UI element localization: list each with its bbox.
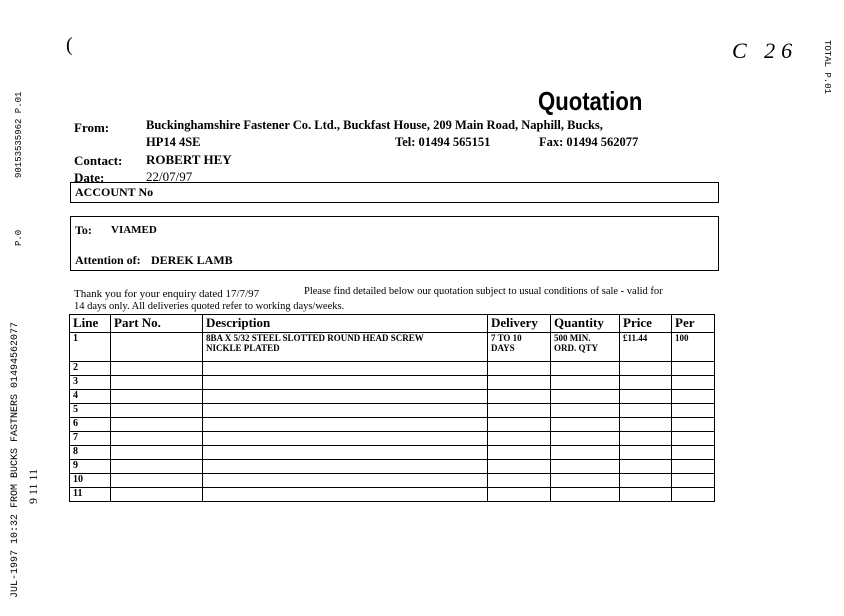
column-header-description: Description: [203, 315, 488, 333]
table-header-row: [70, 315, 715, 333]
delivery-line2: DAYS: [491, 343, 515, 353]
handwritten-note: C 26: [732, 38, 799, 63]
to-value: VIAMED: [111, 224, 157, 236]
intro-text-part1: Thank you for your enquiry dated 17/7/97: [74, 288, 260, 300]
fax-header-left-mid: P.0: [14, 229, 24, 246]
recipient-box: [70, 216, 719, 271]
line-number: 6: [70, 418, 111, 432]
contact-value: ROBERT HEY: [146, 152, 232, 167]
delivery-line1: 7 TO 10: [491, 333, 522, 343]
from-address-line1: Buckinghamshire Fastener Co. Ltd., Buckfast House, 209 Main Road, Naphill, Bucks,: [146, 118, 603, 132]
table-row: [70, 362, 715, 376]
table-row: [70, 488, 715, 502]
date-label: Date:: [74, 170, 105, 185]
line-number: 11: [70, 488, 111, 502]
from-label: From:: [74, 120, 110, 135]
line-number: 4: [70, 390, 111, 404]
fax-header-left-top: 90153535962 P.01: [14, 91, 24, 178]
contact-label: Contact:: [74, 153, 123, 168]
table-row: [70, 404, 715, 418]
line-number: 1: [70, 333, 111, 362]
attention-value: DEREK LAMB: [151, 253, 233, 267]
description-line1: 8BA X 5/32 STEEL SLOTTED ROUND HEAD SCREW: [206, 333, 424, 343]
quantity-cell: [551, 333, 620, 362]
line-number: 7: [70, 432, 111, 446]
table-row: [70, 460, 715, 474]
fax-total-pages: TOTAL P.01: [822, 40, 832, 95]
per-cell: 100: [672, 333, 715, 362]
column-header-per: Per: [672, 315, 715, 333]
part-no-cell: [111, 333, 203, 362]
description-cell: [203, 333, 488, 362]
handwritten-paren: (: [66, 34, 73, 56]
description-line2: NICKLE PLATED: [206, 343, 280, 353]
column-header-part-no: Part No.: [111, 315, 203, 333]
document-title: Quotation: [538, 86, 643, 116]
line-number: 5: [70, 404, 111, 418]
quantity-line1: 500 MIN.: [554, 333, 591, 343]
from-address-line2: HP14 4SE: [146, 135, 201, 149]
intro-text-line2: 14 days only. All deliveries quoted refer to working days/weeks.: [74, 301, 345, 312]
account-label: ACCOUNT No: [75, 185, 154, 199]
line-number: 2: [70, 362, 111, 376]
table-row: [70, 376, 715, 390]
table-row: [70, 418, 715, 432]
column-header-delivery: Delivery: [488, 315, 551, 333]
fax-header-left-bottom: JUL-1997 10:32 FROM BUCKS FASTNERS 01494562077: [10, 321, 21, 598]
table-row: [70, 432, 715, 446]
line-number: 8: [70, 446, 111, 460]
date-value: 22/07/97: [146, 169, 193, 184]
line-number: 9: [70, 460, 111, 474]
quotation-table: [69, 314, 715, 502]
to-label: To:: [75, 223, 92, 237]
attention-label: Attention of:: [75, 253, 141, 267]
quantity-line2: ORD. QTY: [554, 343, 599, 353]
table-row: [70, 333, 715, 362]
column-header-price: Price: [620, 315, 672, 333]
table-row: [70, 390, 715, 404]
column-header-quantity: Quantity: [551, 315, 620, 333]
fax-number: Fax: 01494 562077: [539, 135, 639, 149]
intro-text-part2: Please find detailed below our quotation subject to usual conditions of sale - valid for: [304, 286, 663, 297]
telephone: Tel: 01494 565151: [395, 135, 491, 149]
line-number: 10: [70, 474, 111, 488]
price-cell: £11.44: [620, 333, 672, 362]
account-box: [70, 182, 719, 203]
column-header-line: Line: [70, 315, 111, 333]
table-row: [70, 446, 715, 460]
fax-date-mark: 9 11 11: [26, 468, 40, 504]
line-number: 3: [70, 376, 111, 390]
table-row: [70, 474, 715, 488]
delivery-cell: [488, 333, 551, 362]
